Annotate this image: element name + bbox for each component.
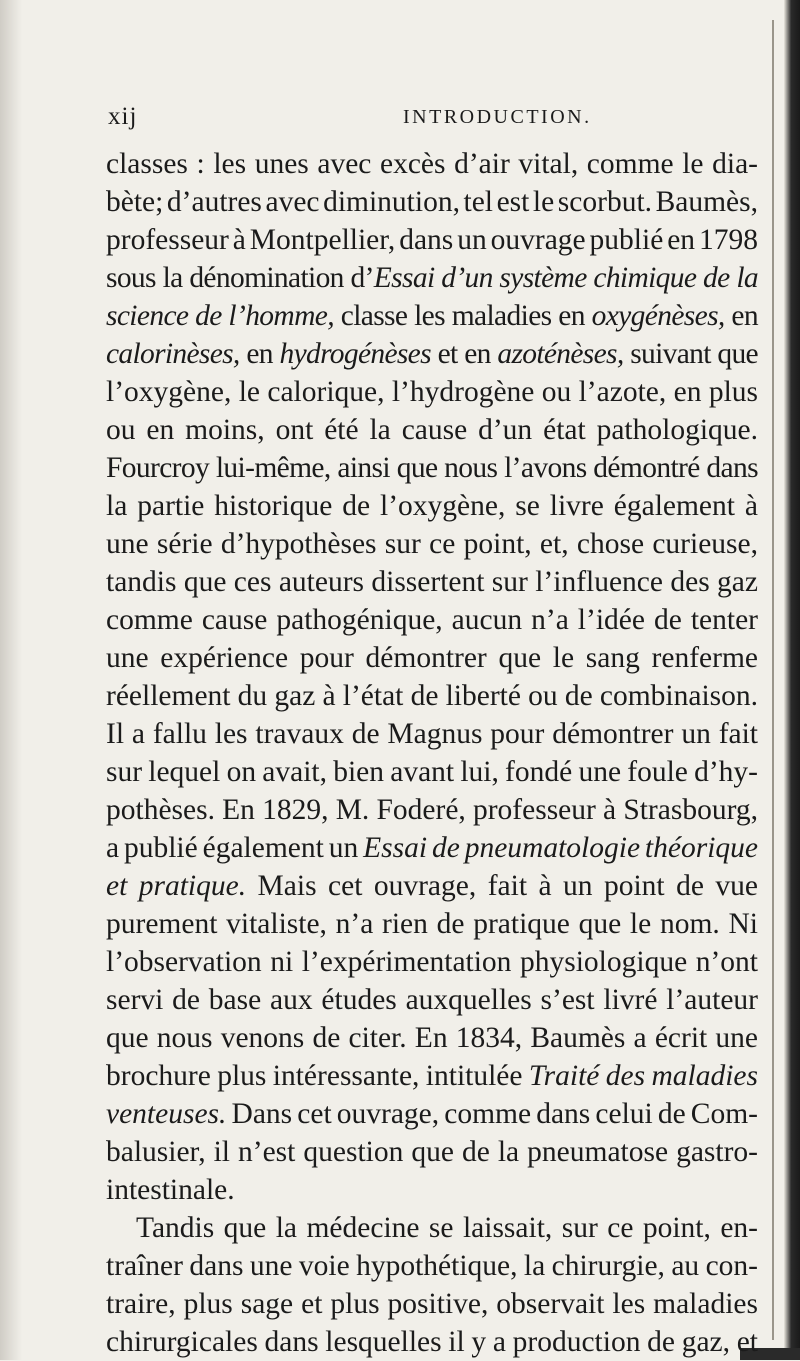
italic-text: azoténèses, — [497, 338, 624, 370]
page-right-edge — [784, 0, 800, 1360]
text-run: professeur à Montpellier, dans un ouvrage publié en 1798 — [106, 224, 758, 256]
italic-text: calorinèses, — [106, 338, 240, 370]
body-text — [106, 145, 758, 1361]
page-gutter-shadow — [0, 0, 22, 1360]
text-line — [106, 1247, 758, 1285]
text-line — [106, 563, 758, 601]
text-line — [106, 1171, 758, 1209]
text-run: balusier, il n’est question que de la pneumatose gastro- — [106, 1136, 758, 1168]
text-run: bète; d’autres avec diminution, tel est le scorbut. Baumès, — [106, 186, 758, 218]
italic-text: Traité des maladies — [528, 1060, 758, 1092]
text-run: réellement du gaz à l’état de liberté ou de combinaison. — [106, 680, 758, 712]
italic-text: hydrogénèses — [279, 338, 431, 370]
text-run: Tandis que la médecine se laissait, sur ce point, en- — [136, 1212, 758, 1244]
text-run: Il a fallu les travaux de Magnus pour démontrer un fait — [106, 718, 758, 750]
text-run: une série d’hypothèses sur ce point, et, chose curieuse, — [106, 528, 758, 560]
text-line — [106, 1095, 758, 1133]
page-number: xij — [108, 103, 138, 130]
text-run: en — [724, 300, 758, 332]
text-line — [106, 297, 758, 335]
running-title: INTRODUCTION. — [403, 106, 592, 128]
text-line — [106, 1133, 758, 1171]
text-line — [106, 791, 758, 829]
text-line — [106, 487, 758, 525]
text-line — [106, 753, 758, 791]
text-run: purement vitaliste, n’a rien de pratique que le nom. Ni — [106, 908, 758, 940]
text-line — [106, 867, 758, 905]
text-line — [106, 525, 758, 563]
text-line — [106, 1209, 758, 1247]
italic-text: et pratique. — [106, 870, 247, 902]
text-run: brochure plus intéressante, intitulée — [106, 1060, 529, 1092]
text-run: l’observation ni l’expérimentation physiologique n’ont — [106, 946, 758, 978]
italic-text: Essai de pneumatologie théorique — [363, 832, 758, 864]
text-line — [106, 145, 758, 183]
text-run: ou en moins, ont été la cause d’un état pathologique. — [106, 414, 758, 446]
text-line — [106, 449, 758, 487]
text-run: la partie historique de l’oxygène, se livre également à — [106, 490, 758, 522]
text-line — [106, 1285, 758, 1323]
text-run: en — [239, 338, 280, 370]
text-line — [106, 905, 758, 943]
text-run: intestinale. — [106, 1174, 235, 1206]
text-line — [106, 1057, 758, 1095]
italic-text: venteuses. — [106, 1098, 227, 1130]
text-line — [106, 221, 758, 259]
text-line — [106, 373, 758, 411]
text-line — [106, 677, 758, 715]
text-run: chirurgicales dans lesquelles il y a production de gaz, et — [106, 1326, 758, 1358]
italic-text: science de l’homme, — [106, 300, 334, 332]
text-run: que nous venons de citer. En 1834, Baumès a écrit une — [106, 1022, 758, 1054]
text-run: suivant que — [623, 338, 758, 370]
text-line — [106, 411, 758, 449]
text-run: comme cause pathogénique, aucun n’a l’idée de tenter — [106, 604, 758, 636]
page-edge-line — [772, 20, 774, 1340]
text-run: sur lequel on avait, bien avant lui, fondé une foule d’hy- — [106, 756, 758, 788]
text-run: traire, plus sage et plus positive, observait les maladies — [106, 1288, 758, 1320]
text-run: a publié également un — [106, 832, 364, 864]
text-run: et en — [430, 338, 498, 370]
text-run: Fourcroy lui-même, ainsi que nous l’avons démontré dans — [106, 452, 758, 484]
text-line — [106, 601, 758, 639]
italic-text: Essai d’un système chimique de la — [373, 262, 758, 294]
page-header — [108, 103, 748, 133]
text-line — [106, 981, 758, 1019]
text-run: Mais cet ouvrage, fait à un point de vue — [246, 870, 758, 902]
text-run: traîner dans une voie hypothétique, la chirurgie, au con- — [106, 1250, 758, 1282]
text-run: l’oxygène, le calorique, l’hydrogène ou l’azote, en plus — [106, 376, 758, 408]
text-line — [106, 1019, 758, 1057]
italic-text: oxygénèses, — [591, 300, 725, 332]
text-run: classes : les unes avec excès d’air vital, comme le dia- — [106, 148, 758, 180]
text-line — [106, 183, 758, 221]
text-line — [106, 943, 758, 981]
text-run: tandis que ces auteurs dissertent sur l’influence des gaz — [106, 566, 758, 598]
text-line — [106, 829, 758, 867]
text-line — [106, 639, 758, 677]
text-run: pothèses. En 1829, M. Foderé, professeur à Strasbourg, — [106, 794, 758, 826]
text-line — [106, 259, 758, 297]
text-run: Dans cet ouvrage, comme dans celui de Com- — [226, 1098, 758, 1130]
text-line — [106, 1323, 758, 1361]
text-run: servi de base aux études auxquelles s’est livré l’auteur — [106, 984, 758, 1016]
text-run: une expérience pour démontrer que le sang renferme — [106, 642, 758, 674]
text-run: sous la dénomination d’ — [106, 262, 374, 294]
text-line — [106, 335, 758, 373]
text-line — [106, 715, 758, 753]
text-run: classe les maladies en — [333, 300, 592, 332]
